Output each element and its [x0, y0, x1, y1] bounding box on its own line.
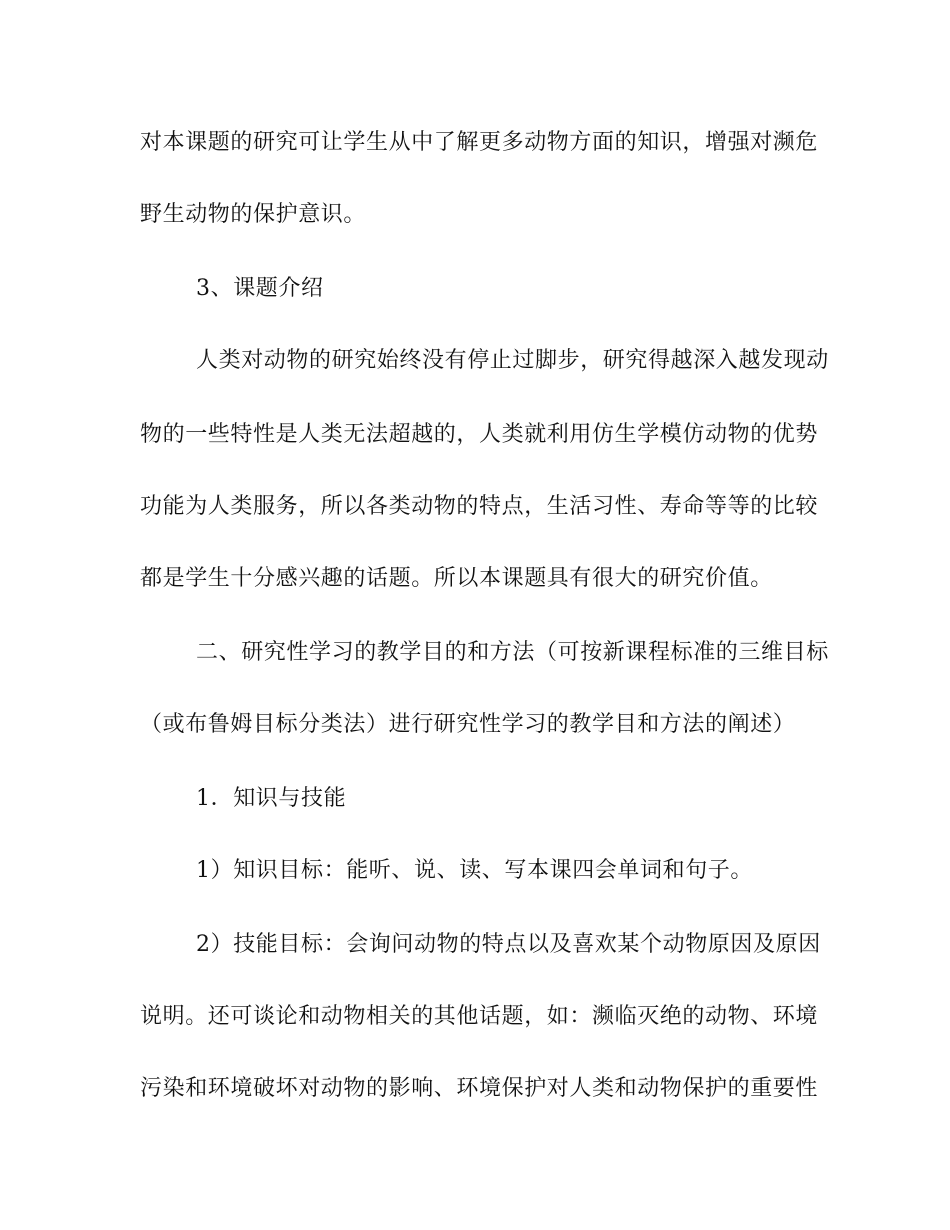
section-heading-teaching-goals: 二、研究性学习的教学目的和方法（可按新课程标准的三维目标: [196, 640, 829, 665]
paragraph-line-3: 人类对动物的研究始终没有停止过脚步，研究得越深入越发现动: [196, 348, 829, 373]
list-item-skill-goal: 2）技能目标：会询问动物的特点以及喜欢某个动物原因及原因: [196, 932, 821, 957]
paragraph-line-9: 污染和环境破坏对动物的影响、环境保护对人类和动物保护的重要性: [140, 1076, 819, 1101]
section-heading-topic-intro: 3、课题介绍: [196, 276, 324, 301]
paragraph-line-1: 对本课题的研究可让学生从中了解更多动物方面的知识，增强对濒危: [140, 130, 819, 155]
subheading-knowledge-skills: 1．知识与技能: [196, 786, 347, 811]
paragraph-line-4: 物的一些特性是人类无法超越的，人类就利用仿生学模仿动物的优势: [140, 422, 819, 447]
paragraph-line-8: 说明。还可谈论和动物相关的其他话题，如：濒临灭绝的动物、环境: [140, 1004, 819, 1029]
paragraph-line-2: 野生动物的保护意识。: [140, 202, 367, 227]
paragraph-line-5: 功能为人类服务，所以各类动物的特点，生活习性、寿命等等的比较: [140, 494, 819, 519]
list-item-knowledge-goal: 1）知识目标：能听、说、读、写本课四会单词和句子。: [196, 858, 753, 883]
paragraph-line-6: 都是学生十分感兴趣的话题。所以本课题具有很大的研究价值。: [140, 566, 773, 591]
paragraph-line-7: （或布鲁姆目标分类法）进行研究性学习的教学目和方法的阐述）: [140, 712, 796, 737]
